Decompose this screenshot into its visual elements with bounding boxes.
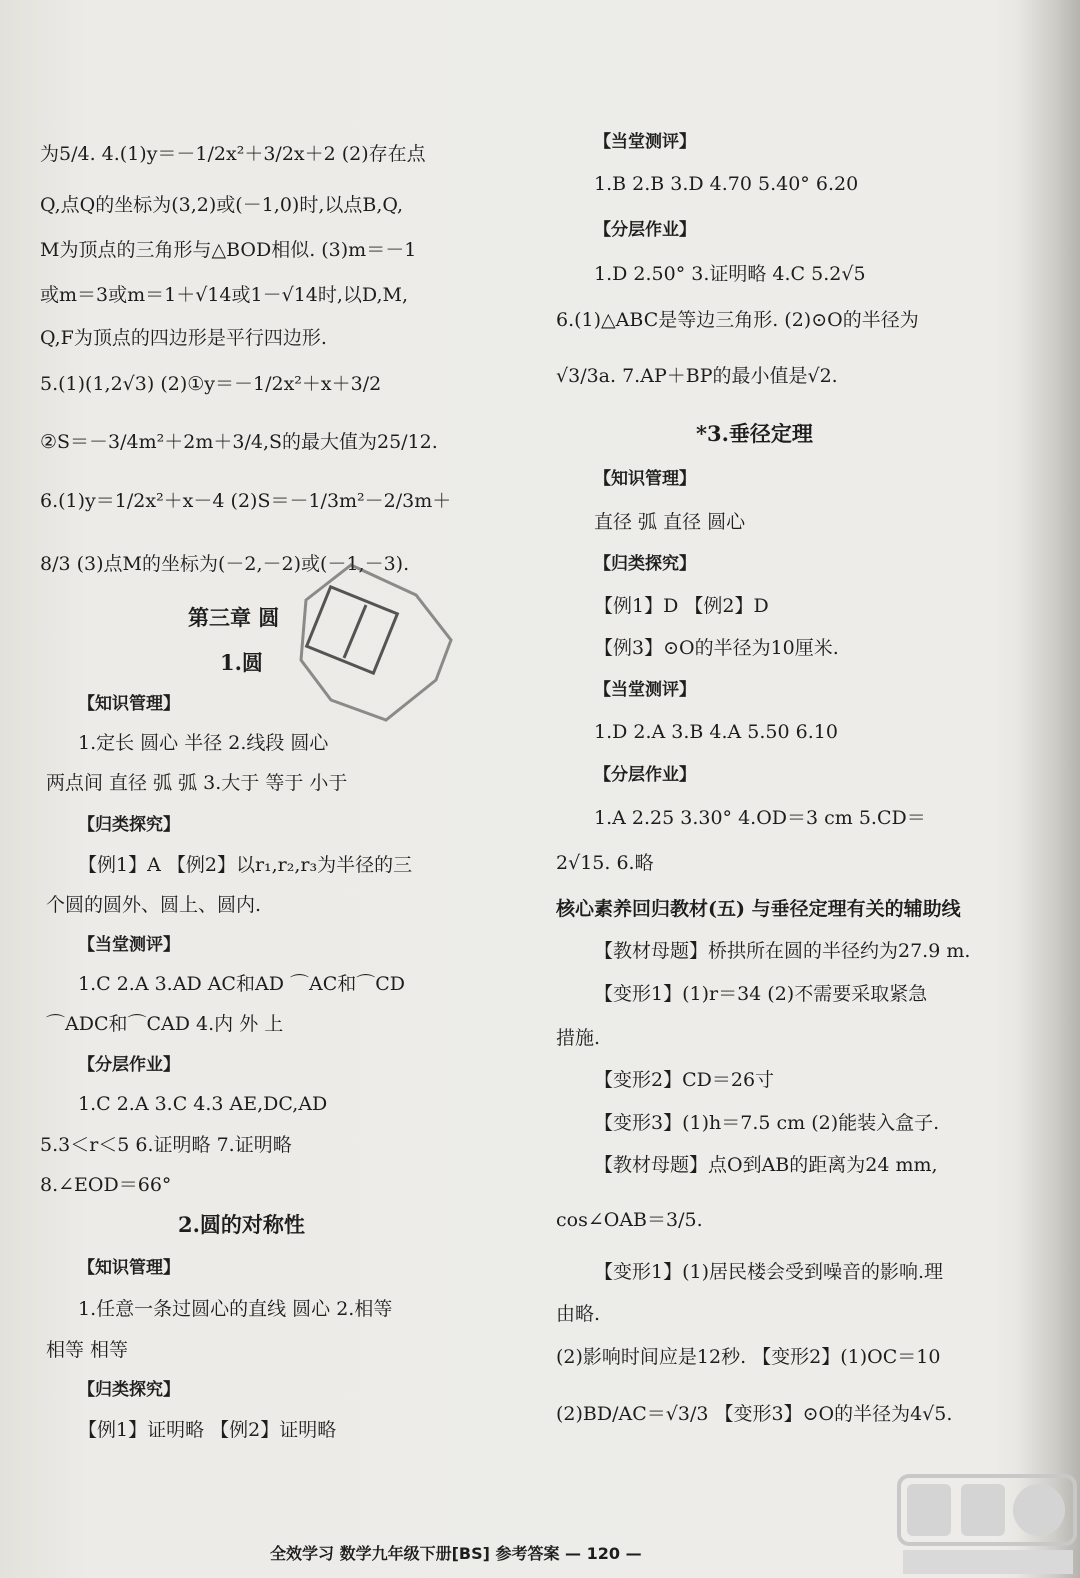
left-column-line: 第三章 圆 xyxy=(188,605,280,630)
left-column-line: Q,F为顶点的四边形是平行四边形. xyxy=(40,327,327,349)
book-spine-shadow xyxy=(1018,0,1080,1578)
right-column-line: 【分层作业】 xyxy=(594,220,696,240)
left-column-line: 【分层作业】 xyxy=(78,1055,180,1075)
right-column-line: 措施. xyxy=(556,1027,601,1049)
left-column-line: 两点间 直径 弧 弧 3.大于 等于 小于 xyxy=(46,772,348,794)
right-column-line: 【例3】⊙O的半径为10厘米. xyxy=(594,637,839,659)
right-column-line: 由略. xyxy=(556,1303,601,1325)
left-column-line: 或m＝3或m＝1＋√14或1－√14时,以D,M, xyxy=(40,284,408,306)
left-column-line: 1.圆 xyxy=(220,650,263,675)
left-column-line: 个圆的圆外、圆上、圆内. xyxy=(46,894,262,916)
right-column-line: 【分层作业】 xyxy=(594,765,696,785)
left-column-line: 【归类探究】 xyxy=(78,1380,180,1400)
right-column-line: 【变形1】(1)r＝34 (2)不需要采取紧急 xyxy=(594,983,928,1005)
right-column-line: 【知识管理】 xyxy=(594,469,696,489)
right-column-line: 【变形1】(1)居民楼会受到噪音的影响.理 xyxy=(594,1261,944,1283)
stamp xyxy=(286,550,486,740)
right-column-line: 【当堂测评】 xyxy=(594,132,696,152)
right-column-line: 【归类探究】 xyxy=(594,554,696,574)
left-column-line: 1.C 2.A 3.C 4.3 AE,DC,AD xyxy=(78,1093,328,1115)
right-column-line: *3.垂径定理 xyxy=(696,421,813,446)
right-column-line: (2)BD/AC＝√3/3 【变形3】⊙O的半径为4√5. xyxy=(556,1403,953,1425)
left-column-line: 6.(1)y＝1/2x²＋x－4 (2)S＝－1/3m²－2/3m＋ xyxy=(40,490,452,512)
left-column-line: 2.圆的对称性 xyxy=(178,1212,305,1237)
right-column-line: 【变形2】CD＝26寸 xyxy=(594,1069,775,1091)
left-column-line: 1.任意一条过圆心的直线 圆心 2.相等 xyxy=(78,1298,393,1320)
left-column-line: 【知识管理】 xyxy=(78,694,180,714)
right-column-line: (2)影响时间应是12秒. 【变形2】(1)OC＝10 xyxy=(556,1346,941,1368)
right-column-line: cos∠OAB＝3/5. xyxy=(556,1209,703,1231)
left-column-line: 8/3 (3)点M的坐标为(－2,－2)或(－1,－3). xyxy=(40,553,410,575)
left-column-line: ②S＝－3/4m²＋2m＋3/4,S的最大值为25/12. xyxy=(40,431,438,453)
right-column-line: √3/3a. 7.AP＋BP的最小值是√2. xyxy=(556,365,838,387)
left-column-line: 8.∠EOD＝66° xyxy=(40,1174,172,1196)
left-column-line: M为顶点的三角形与△BOD相似. (3)m＝－1 xyxy=(40,239,417,261)
right-column-line: 【教材母题】桥拱所在圆的半径约为27.9 m. xyxy=(594,940,971,962)
left-column-line: 【归类探究】 xyxy=(78,815,180,835)
right-column-line: 6.(1)△ABC是等边三角形. (2)⊙O的半径为 xyxy=(556,309,919,331)
left-column-line: 5.3＜r＜5 6.证明略 7.证明略 xyxy=(40,1134,292,1156)
left-column-line: 【例1】A 【例2】以r₁,r₂,r₃为半径的三 xyxy=(78,854,413,876)
right-column-line: 1.B 2.B 3.D 4.70 5.40° 6.20 xyxy=(594,173,859,195)
right-column-line: 1.D 2.A 3.B 4.A 5.50 6.10 xyxy=(594,721,838,743)
left-column-line: Q,点Q的坐标为(3,2)或(－1,0)时,以点B,Q, xyxy=(40,194,404,216)
left-column-line: 【知识管理】 xyxy=(78,1258,180,1278)
right-column-line: 核心素养回归教材(五) 与垂径定理有关的辅助线 xyxy=(556,898,961,920)
left-column-line: 【例1】证明略 【例2】证明略 xyxy=(78,1419,337,1441)
page-footer: 全效学习 数学九年级下册[BS] 参考答案 — 120 — xyxy=(270,1544,642,1563)
left-column-line: ⌒ADC和⌒CAD 4.内 外 上 xyxy=(46,1013,284,1035)
right-column-line: 【教材母题】点O到AB的距离为24 mm, xyxy=(594,1154,938,1176)
right-column-line: 2√15. 6.略 xyxy=(556,852,654,874)
left-column-line: 1.C 2.A 3.AD AC和AD ⌒AC和⌒CD xyxy=(78,973,405,995)
right-column-line: 【变形3】(1)h＝7.5 cm (2)能装入盒子. xyxy=(594,1112,940,1134)
left-column-line: 【当堂测评】 xyxy=(78,935,180,955)
right-column-line: 1.A 2.25 3.30° 4.OD＝3 cm 5.CD＝ xyxy=(594,807,926,829)
left-column-line: 为5/4. 4.(1)y＝－1/2x²＋3/2x＋2 (2)存在点 xyxy=(40,143,426,165)
left-column-line: 相等 相等 xyxy=(46,1339,129,1361)
right-column-line: 1.D 2.50° 3.证明略 4.C 5.2√5 xyxy=(594,263,866,285)
right-column-line: 【当堂测评】 xyxy=(594,680,696,700)
watermark-logo xyxy=(895,1470,1080,1578)
right-column-line: 【例1】D 【例2】D xyxy=(594,595,769,617)
right-column-line: 直径 弧 直径 圆心 xyxy=(594,511,746,533)
left-column-line: 1.定长 圆心 半径 2.线段 圆心 xyxy=(78,732,329,754)
left-column-line: 5.(1)(1,2√3) (2)①y＝－1/2x²＋x＋3/2 xyxy=(40,373,382,395)
